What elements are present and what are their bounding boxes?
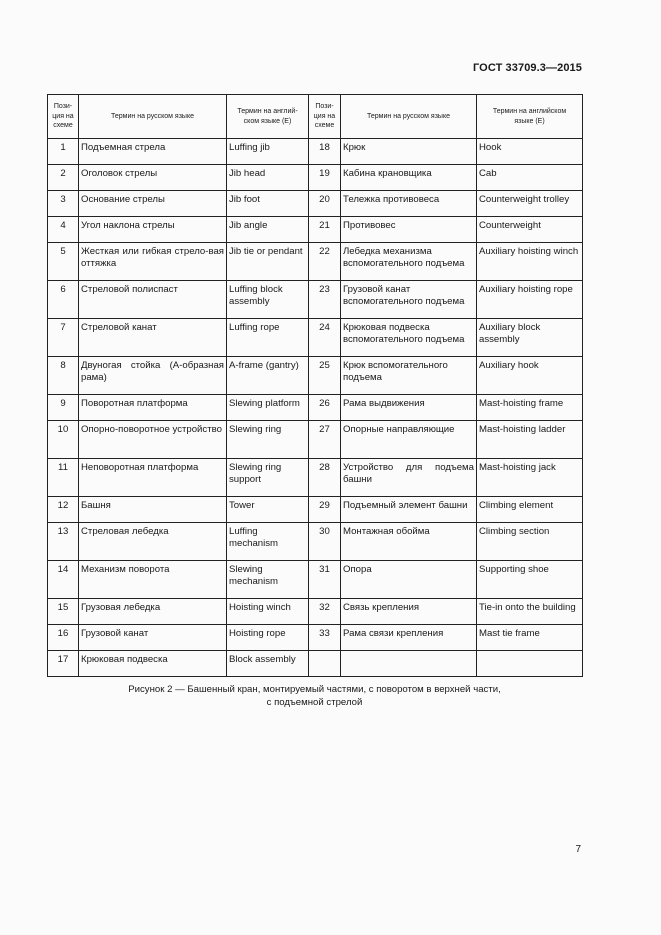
header-position-left: Пози- ция на схеме: [48, 95, 79, 139]
cell-position: 9: [48, 395, 79, 421]
cell-position: 24: [309, 319, 341, 357]
cell-russian-term: Неповоротная платформа: [79, 459, 227, 497]
cell-english-term: Auxiliary hook: [477, 357, 583, 395]
table-row: [48, 139, 583, 165]
cell-russian-term: [341, 651, 477, 677]
cell-english-term: Slewing ring: [227, 421, 309, 459]
table-row: [48, 599, 583, 625]
page-number: 7: [575, 844, 581, 855]
table-row: [48, 561, 583, 599]
cell-position: 5: [48, 243, 79, 281]
cell-position: 28: [309, 459, 341, 497]
cell-english-term: Block assembly: [227, 651, 309, 677]
header-russian-term-left: Термин на русском языке: [79, 95, 227, 139]
cell-english-term: Jib head: [227, 165, 309, 191]
table-row: [48, 625, 583, 651]
cell-english-term: Luffing block assembly: [227, 281, 309, 319]
header-position-right: Пози- ция на схеме: [309, 95, 341, 139]
cell-english-term: Cab: [477, 165, 583, 191]
cell-position: 31: [309, 561, 341, 599]
cell-position: 16: [48, 625, 79, 651]
cell-english-term: Supporting shoe: [477, 561, 583, 599]
cell-english-term: Hoisting winch: [227, 599, 309, 625]
table-row: [48, 165, 583, 191]
cell-position: 13: [48, 523, 79, 561]
cell-english-term: Mast-hoisting jack: [477, 459, 583, 497]
cell-position: 14: [48, 561, 79, 599]
cell-position: 21: [309, 217, 341, 243]
cell-english-term: Slewing mechanism: [227, 561, 309, 599]
cell-english-term: Slewing platform: [227, 395, 309, 421]
table-row: [48, 523, 583, 561]
table-row: [48, 281, 583, 319]
cell-position: 6: [48, 281, 79, 319]
table-row: [48, 243, 583, 281]
cell-english-term: Luffing rope: [227, 319, 309, 357]
cell-position: 4: [48, 217, 79, 243]
cell-english-term: Counterweight: [477, 217, 583, 243]
cell-russian-term: Рама выдвижения: [341, 395, 477, 421]
cell-russian-term: Опора: [341, 561, 477, 599]
cell-position: 22: [309, 243, 341, 281]
cell-position: 29: [309, 497, 341, 523]
cell-position: 15: [48, 599, 79, 625]
cell-english-term: Mast-hoisting frame: [477, 395, 583, 421]
cell-english-term: [477, 651, 583, 677]
cell-russian-term: Крюк: [341, 139, 477, 165]
table-header-row: [48, 95, 583, 139]
cell-english-term: Slewing ring support: [227, 459, 309, 497]
cell-english-term: Jib foot: [227, 191, 309, 217]
cell-english-term: Luffing jib: [227, 139, 309, 165]
table-row: [48, 357, 583, 395]
cell-russian-term: Тележка противовеса: [341, 191, 477, 217]
cell-english-term: Auxiliary block assembly: [477, 319, 583, 357]
cell-english-term: Hoisting rope: [227, 625, 309, 651]
cell-russian-term: Крюковая подвеска: [79, 651, 227, 677]
cell-position: 27: [309, 421, 341, 459]
cell-russian-term: Подъемный элемент башни: [341, 497, 477, 523]
figure-caption: [47, 684, 582, 709]
cell-russian-term: Монтажная обойма: [341, 523, 477, 561]
cell-position: 17: [48, 651, 79, 677]
cell-english-term: Tower: [227, 497, 309, 523]
table-row: [48, 191, 583, 217]
cell-position: 18: [309, 139, 341, 165]
cell-english-term: Jib tie or pendant: [227, 243, 309, 281]
cell-position: 26: [309, 395, 341, 421]
cell-english-term: Climbing element: [477, 497, 583, 523]
cell-english-term: Auxiliary hoisting winch: [477, 243, 583, 281]
header-russian-term-right: Термин на русском языке: [341, 95, 477, 139]
cell-russian-term: Кабина крановщика: [341, 165, 477, 191]
cell-russian-term: Механизм поворота: [79, 561, 227, 599]
table-row: [48, 497, 583, 523]
cell-russian-term: Грузовой канат вспомогательного подъема: [341, 281, 477, 319]
cell-position: 8: [48, 357, 79, 395]
cell-russian-term: Стреловая лебедка: [79, 523, 227, 561]
cell-russian-term: Угол наклона стрелы: [79, 217, 227, 243]
cell-position: 20: [309, 191, 341, 217]
cell-english-term: Mast tie frame: [477, 625, 583, 651]
cell-position: 3: [48, 191, 79, 217]
cell-russian-term: Устройство для подъема башни: [341, 459, 477, 497]
cell-russian-term: Поворотная платформа: [79, 395, 227, 421]
cell-russian-term: Крюк вспомогательного подъема: [341, 357, 477, 395]
cell-position: 25: [309, 357, 341, 395]
cell-russian-term: Опорно-поворотное устройство: [79, 421, 227, 459]
cell-position: 2: [48, 165, 79, 191]
cell-english-term: A-frame (gantry): [227, 357, 309, 395]
cell-english-term: Mast-hoisting ladder: [477, 421, 583, 459]
cell-position: 1: [48, 139, 79, 165]
cell-english-term: Luffing mechanism: [227, 523, 309, 561]
header-english-term-right: Термин на английском языке (E): [477, 95, 583, 139]
cell-position: 7: [48, 319, 79, 357]
cell-position: 19: [309, 165, 341, 191]
cell-position: 30: [309, 523, 341, 561]
cell-russian-term: Башня: [79, 497, 227, 523]
table-row: [48, 217, 583, 243]
figure-caption-line-2: с подъемной стрелой: [266, 696, 363, 708]
cell-english-term: Climbing section: [477, 523, 583, 561]
cell-english-term: Jib angle: [227, 217, 309, 243]
table-row: [48, 651, 583, 677]
table-row: [48, 319, 583, 357]
cell-russian-term: Грузовой канат: [79, 625, 227, 651]
cell-russian-term: Стреловой канат: [79, 319, 227, 357]
cell-position: [309, 651, 341, 677]
cell-english-term: Hook: [477, 139, 583, 165]
cell-position: 10: [48, 421, 79, 459]
cell-russian-term: Лебедка механизма вспомогательного подъема: [341, 243, 477, 281]
cell-russian-term: Стреловой полиспаст: [79, 281, 227, 319]
cell-english-term: Auxiliary hoisting rope: [477, 281, 583, 319]
table-row: [48, 421, 583, 459]
cell-russian-term: Оголовок стрелы: [79, 165, 227, 191]
cell-russian-term: Основание стрелы: [79, 191, 227, 217]
document-id: ГОСТ 33709.3—2015: [472, 62, 582, 74]
cell-english-term: Counterweight trolley: [477, 191, 583, 217]
cell-russian-term: Подъемная стрела: [79, 139, 227, 165]
cell-position: 23: [309, 281, 341, 319]
cell-english-term: Tie-in onto the building: [477, 599, 583, 625]
cell-position: 12: [48, 497, 79, 523]
cell-position: 32: [309, 599, 341, 625]
cell-russian-term: Опорные направляющие: [341, 421, 477, 459]
cell-russian-term: Рама связи крепления: [341, 625, 477, 651]
cell-position: 33: [309, 625, 341, 651]
cell-russian-term: Двуногая стойка (А-образная рама): [79, 357, 227, 395]
cell-russian-term: Жесткая или гибкая стрело-вая оттяжка: [79, 243, 227, 281]
table-row: [48, 395, 583, 421]
header-english-term-left: Термин на англий- ском языке (E): [227, 95, 309, 139]
table-row: [48, 459, 583, 497]
cell-russian-term: Крюковая подвеска вспомогательного подъема: [341, 319, 477, 357]
cell-position: 11: [48, 459, 79, 497]
cell-russian-term: Противовес: [341, 217, 477, 243]
cell-russian-term: Грузовая лебедка: [79, 599, 227, 625]
cell-russian-term: Связь крепления: [341, 599, 477, 625]
figure-caption-line-1: Рисунок 2 — Башенный кран, монтируемый частями, с поворотом в верхней части,: [128, 684, 501, 695]
terms-table: [47, 94, 583, 677]
